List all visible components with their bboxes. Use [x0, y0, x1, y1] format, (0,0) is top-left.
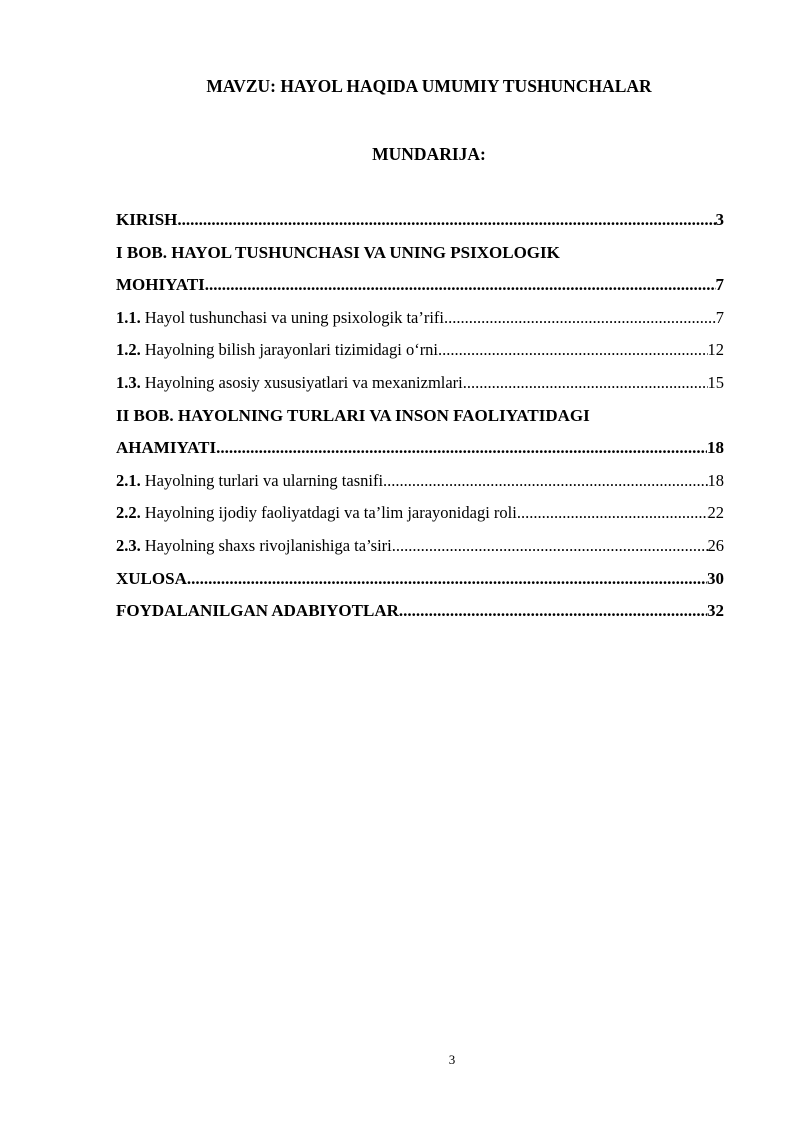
toc-entry-2-3[interactable] — [116, 530, 724, 563]
toc-entry-title: Hayolning turlari va ularning tasnifi — [144, 470, 384, 490]
toc-leader-dots — [399, 595, 707, 628]
toc-entry-references[interactable] — [116, 595, 724, 628]
toc-entry-page: 30 — [707, 568, 724, 588]
toc-entry-page: 32 — [707, 601, 724, 621]
toc-entry-title: Hayolning ijodiy faoliyatdagi va ta’lim jarayonidagi roli — [144, 503, 517, 523]
toc-entry-kirish[interactable] — [116, 204, 724, 237]
toc-leader-dots — [187, 563, 707, 596]
toc-entry-title: Hayolning bilish jarayonlari tizimidagi o‘rni — [144, 340, 439, 360]
toc-entry-page: 22 — [707, 503, 724, 523]
toc-entry-chapter-2-line-1[interactable] — [116, 400, 724, 433]
page-number: 3 — [448, 1052, 456, 1067]
toc-entry-1-2[interactable] — [116, 334, 724, 367]
toc-entry-title: Hayolning asosiy xususiyatlari va mexanizmlari — [144, 372, 463, 392]
toc-leader-dots — [517, 497, 708, 530]
toc-entry-number: 1.2. — [116, 340, 141, 360]
toc-leader-dots — [177, 204, 715, 237]
toc-entry-page: 15 — [707, 372, 724, 392]
toc-entry-title: MOHIYATI — [116, 275, 205, 295]
toc-entry-page: 26 — [707, 535, 724, 555]
toc-entry-chapter-1-line-1[interactable] — [116, 237, 724, 270]
document-topic: MAVZU: HAYOL HAQIDA UMUMIY TUSHUNCHALAR — [206, 76, 652, 96]
toc-entry-2-2[interactable] — [116, 497, 724, 530]
toc-entry-number: 2.1. — [116, 470, 141, 490]
toc-entry-title: II BOB. HAYOLNING TURLARI VA INSON FAOLIYATIDAGI — [116, 405, 590, 425]
toc-leader-dots — [463, 367, 708, 400]
toc-entry-xulosa[interactable] — [116, 563, 724, 596]
toc-leader-dots — [205, 269, 716, 302]
toc-leader-dots — [383, 465, 707, 498]
toc-entry-title: KIRISH — [116, 210, 178, 229]
toc-entry-title: Hayolning shaxs rivojlanishiga ta’siri — [144, 535, 392, 555]
toc-entry-page: 18 — [707, 470, 724, 490]
toc-entry-page: 12 — [707, 340, 724, 360]
toc-entry-title: I BOB. HAYOL TUSHUNCHASI VA UNING PSIXOLOGIK — [116, 242, 560, 262]
toc-entry-1-3[interactable] — [116, 367, 724, 400]
toc-entry-title: FOYDALANILGAN ADABIYOTLAR — [116, 601, 399, 621]
toc-entry-page: 18 — [707, 438, 724, 458]
toc-entry-page: 7 — [715, 275, 724, 295]
contents-title: MUNDARIJA: — [372, 144, 486, 164]
toc-entry-chapter-2-line-2[interactable] — [116, 432, 724, 465]
toc-entry-chapter-1-line-2[interactable] — [116, 269, 724, 302]
toc-entry-page: 3 — [715, 210, 724, 229]
toc-entry-page: 7 — [715, 307, 724, 327]
toc-entry-1-1[interactable] — [116, 302, 724, 335]
table-of-contents — [116, 204, 724, 628]
toc-leader-dots — [216, 432, 707, 465]
toc-entry-title: Hayol tushunchasi va uning psixologik ta’rifi — [144, 307, 444, 327]
toc-leader-dots — [392, 530, 708, 563]
toc-entry-number: 2.3. — [116, 535, 141, 555]
toc-entry-number: 1.1. — [116, 307, 141, 327]
toc-entry-title: AHAMIYATI — [116, 438, 217, 458]
toc-entry-2-1[interactable] — [116, 465, 724, 498]
toc-leader-dots — [438, 334, 707, 367]
toc-entry-number: 2.2. — [116, 503, 141, 523]
toc-leader-dots — [444, 302, 716, 335]
toc-entry-number: 1.3. — [116, 372, 141, 392]
toc-entry-title: XULOSA — [116, 568, 187, 588]
